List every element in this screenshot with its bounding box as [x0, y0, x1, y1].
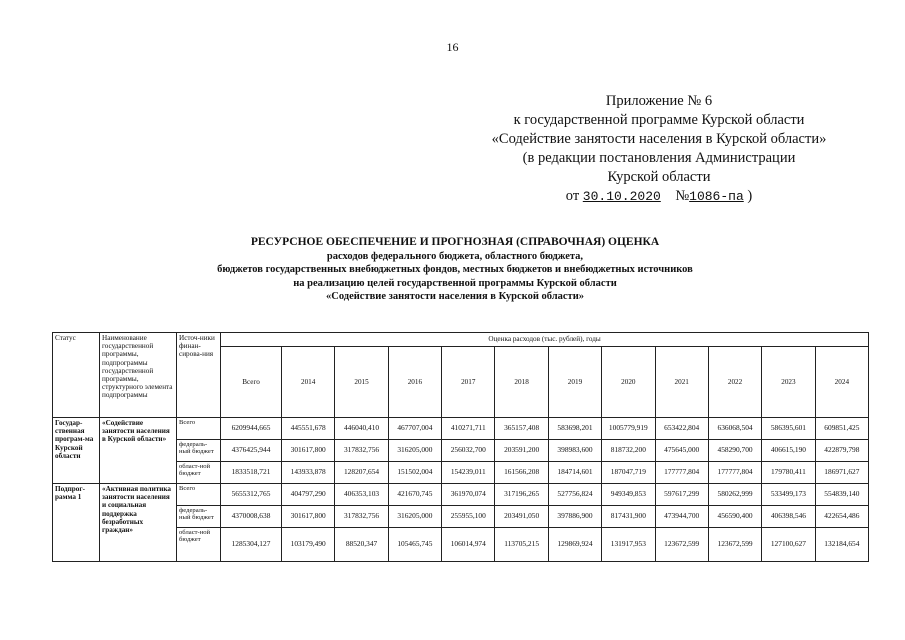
page-number: 16 — [446, 40, 459, 54]
header-year: 2015 — [335, 347, 388, 418]
document-heading — [140, 236, 770, 304]
cell-year-value: 597617,299 — [655, 484, 708, 506]
cell-year-value: 154239,011 — [442, 462, 495, 484]
cell-year-value: 132184,654 — [815, 528, 869, 562]
row-funding-source: област-ной бюджет — [177, 528, 221, 562]
cell-year-value: 184714,601 — [548, 462, 601, 484]
row-funding-source: област-ной бюджет — [177, 462, 221, 484]
cell-year-value: 123672,599 — [708, 528, 761, 562]
cell-year-value: 421670,745 — [388, 484, 441, 506]
row-status: Подпрог-рамма 1 — [53, 484, 100, 562]
cell-year-value: 106014,974 — [442, 528, 495, 562]
cell-year-value: 179780,411 — [762, 462, 815, 484]
resource-table — [52, 332, 869, 562]
header-name: Наименование государственной программы, подпрограммы государственной программы, структурного элемента подпрограммы — [100, 333, 177, 418]
cell-year-value: 256032,700 — [442, 440, 495, 462]
cell-year-value: 203591,200 — [495, 440, 548, 462]
cell-year-value: 301617,800 — [282, 440, 335, 462]
cell-total: 4376425,944 — [221, 440, 282, 462]
cell-year-value: 586395,601 — [762, 418, 815, 440]
heading-line-3: бюджетов государственных внебюджетных фондов, местных бюджетов и внебюджетных источников — [217, 264, 693, 275]
cell-year-value: 446040,410 — [335, 418, 388, 440]
cell-year-value: 406615,190 — [762, 440, 815, 462]
cell-year-value: 186971,627 — [815, 462, 869, 484]
heading-line-2: расходов федерального бюджета, областного бюджета, — [326, 250, 584, 262]
cell-year-value: 129869,924 — [548, 528, 601, 562]
cell-total: 1833518,721 — [221, 462, 282, 484]
cell-year-value: 406353,103 — [335, 484, 388, 506]
appendix-line-4: (в редакции постановления Администрации — [522, 150, 796, 166]
cell-year-value: 475645,000 — [655, 440, 708, 462]
cell-year-value: 404797,290 — [282, 484, 335, 506]
cell-total: 4370008,638 — [221, 506, 282, 528]
cell-year-value: 127100,627 — [762, 528, 815, 562]
cell-year-value: 103179,490 — [282, 528, 335, 562]
row-program-name: «Активная политика занятости населения и социальная поддержка безработных граждан» — [100, 484, 177, 562]
resolution-date: 30.10.2020 — [582, 189, 661, 204]
header-estimate: Оценка расходов (тыс. рублей), годы — [221, 333, 869, 347]
cell-year-value: 473944,700 — [655, 506, 708, 528]
cell-year-value: 361970,074 — [442, 484, 495, 506]
cell-year-value: 818732,200 — [602, 440, 655, 462]
cell-year-value: 533499,173 — [762, 484, 815, 506]
number-prefix: № — [675, 188, 690, 204]
cell-year-value: 316205,000 — [388, 440, 441, 462]
cell-year-value: 317832,756 — [335, 506, 388, 528]
cell-year-value: 580262,999 — [708, 484, 761, 506]
cell-year-value: 398983,600 — [548, 440, 601, 462]
cell-year-value: 583698,201 — [548, 418, 601, 440]
cell-year-value: 458290,700 — [708, 440, 761, 462]
cell-year-value: 105465,745 — [388, 528, 441, 562]
cell-total: 5655312,765 — [221, 484, 282, 506]
header-year: 2016 — [388, 347, 441, 418]
cell-year-value: 445551,678 — [282, 418, 335, 440]
heading-line-4: на реализацию целей государственной программы Курской области — [293, 277, 617, 289]
cell-year-value: 177777,804 — [655, 462, 708, 484]
cell-year-value: 1005779,919 — [602, 418, 655, 440]
heading-line-5: «Содействие занятости населения в Курской области» — [325, 291, 585, 302]
cell-year-value: 151502,004 — [388, 462, 441, 484]
cell-year-value: 422879,798 — [815, 440, 869, 462]
cell-year-value: 131917,953 — [602, 528, 655, 562]
header-source: Источ-ники финан-сирова-ния — [177, 333, 221, 418]
table-row — [53, 484, 869, 506]
row-funding-source: Всего — [177, 484, 221, 506]
cell-total: 6209944,665 — [221, 418, 282, 440]
heading-title: РЕСУРСНОЕ ОБЕСПЕЧЕНИЕ И ПРОГНОЗНАЯ (СПРАВОЧНАЯ) ОЦЕНКА — [250, 236, 660, 248]
closing-paren: ) — [747, 188, 753, 204]
cell-year-value: 113705,215 — [495, 528, 548, 562]
cell-year-value: 128207,654 — [335, 462, 388, 484]
cell-year-value: 422654,486 — [815, 506, 869, 528]
cell-year-value: 317196,265 — [495, 484, 548, 506]
row-funding-source: федераль-ный бюджет — [177, 440, 221, 462]
row-funding-source: Всего — [177, 418, 221, 440]
header-year: 2017 — [442, 347, 495, 418]
cell-year-value: 406398,546 — [762, 506, 815, 528]
cell-year-value: 161566,208 — [495, 462, 548, 484]
header-year: 2014 — [282, 347, 335, 418]
date-prefix: от — [565, 188, 580, 204]
cell-year-value: 123672,599 — [655, 528, 708, 562]
cell-year-value: 316205,000 — [388, 506, 441, 528]
cell-year-value: 187047,719 — [602, 462, 655, 484]
header-year: 2020 — [602, 347, 655, 418]
header-year: 2023 — [762, 347, 815, 418]
cell-year-value: 365157,408 — [495, 418, 548, 440]
cell-year-value: 177777,804 — [708, 462, 761, 484]
cell-year-value: 317832,756 — [335, 440, 388, 462]
cell-total: 1285304,127 — [221, 528, 282, 562]
cell-year-value: 817431,900 — [602, 506, 655, 528]
cell-year-value: 88520,347 — [335, 528, 388, 562]
cell-year-value: 410271,711 — [442, 418, 495, 440]
header-status: Статус — [53, 333, 100, 418]
cell-year-value: 467707,004 — [388, 418, 441, 440]
header-year: 2022 — [708, 347, 761, 418]
cell-year-value: 949349,853 — [602, 484, 655, 506]
header-year: 2024 — [815, 347, 869, 418]
row-funding-source: федераль-ный бюджет — [177, 506, 221, 528]
row-program-name: «Содействие занятости населения в Курской области» — [100, 418, 177, 484]
cell-year-value: 527756,824 — [548, 484, 601, 506]
cell-year-value: 203491,050 — [495, 506, 548, 528]
cell-year-value: 653422,804 — [655, 418, 708, 440]
header-total: Всего — [221, 347, 282, 418]
cell-year-value: 301617,800 — [282, 506, 335, 528]
cell-year-value: 636068,504 — [708, 418, 761, 440]
cell-year-value: 397886,900 — [548, 506, 601, 528]
appendix-line-5: Курской области — [607, 169, 711, 185]
appendix-title: Приложение № 6 — [605, 93, 713, 109]
table-row — [53, 418, 869, 440]
appendix-line-3: «Содействие занятости населения в Курской области» — [491, 131, 827, 147]
header-year: 2018 — [495, 347, 548, 418]
appendix-block — [474, 92, 844, 206]
row-status: Государ-ственная програм-ма Курской области — [53, 418, 100, 484]
cell-year-value: 456590,400 — [708, 506, 761, 528]
appendix-date-line — [474, 187, 844, 206]
header-year: 2021 — [655, 347, 708, 418]
appendix-line-2: к государственной программе Курской области — [513, 112, 805, 128]
resolution-number: 1086-па — [689, 189, 744, 204]
cell-year-value: 143933,878 — [282, 462, 335, 484]
header-year: 2019 — [548, 347, 601, 418]
cell-year-value: 255955,100 — [442, 506, 495, 528]
cell-year-value: 554839,140 — [815, 484, 869, 506]
cell-year-value: 609851,425 — [815, 418, 869, 440]
